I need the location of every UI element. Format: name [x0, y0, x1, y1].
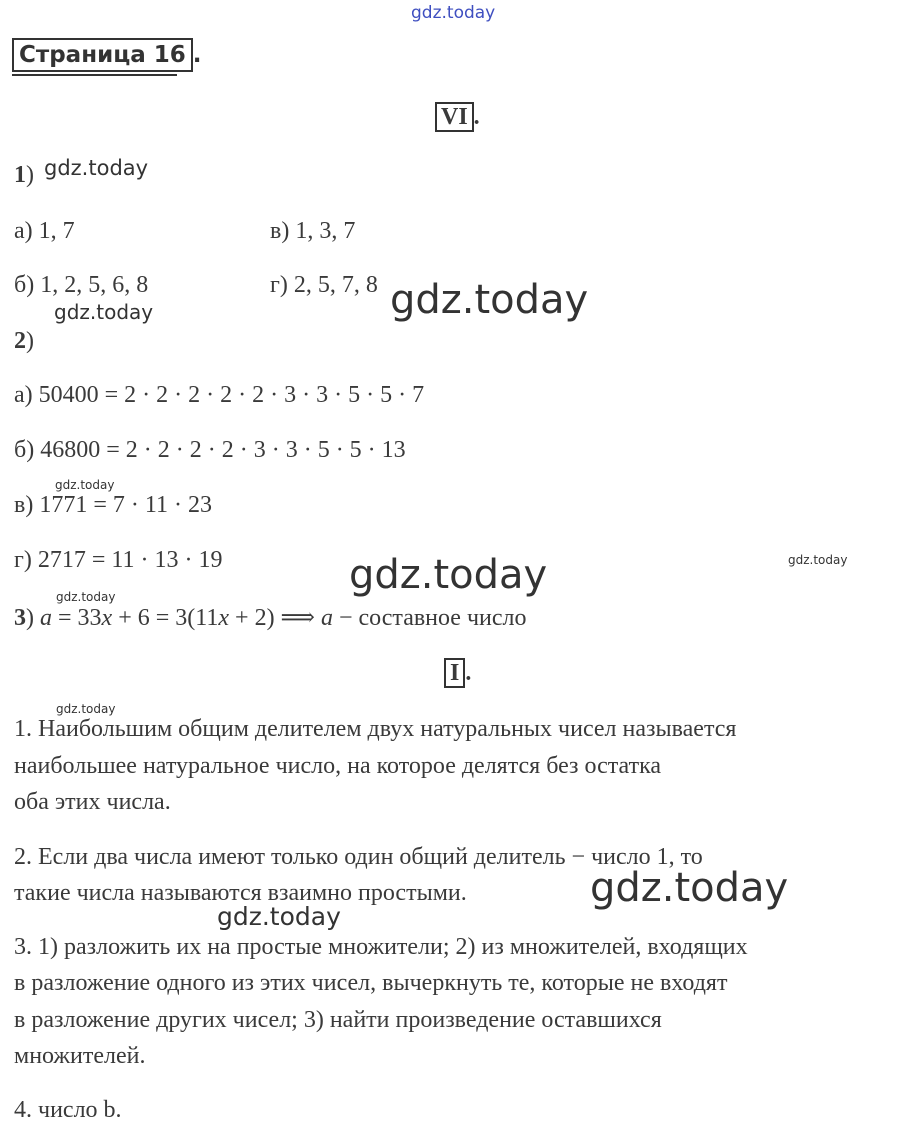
- watermark-theory-mid: gdz.today: [217, 902, 341, 931]
- task1-g: г) 2, 5, 7, 8: [270, 272, 378, 298]
- page-title-box: Страница 16: [12, 38, 193, 72]
- theory-p2-line2: такие числа называются взаимно простыми.: [14, 880, 467, 906]
- title-underline: [12, 74, 177, 76]
- page-title: [12, 38, 202, 74]
- watermark-task1-large: gdz.today: [390, 277, 589, 323]
- watermark-small-3: gdz.today: [56, 590, 116, 604]
- task3-var-a2: a: [320, 605, 333, 631]
- watermark-theory-large: gdz.today: [590, 865, 789, 911]
- watermark-task1b: gdz.today: [54, 300, 154, 324]
- theory-p3-line3: в разложение других чисел; 3) найти произведение оставшихся: [14, 1007, 662, 1033]
- watermark-small-theory: gdz.today: [56, 702, 116, 716]
- task1-a: а) 1, 7: [14, 218, 75, 244]
- section-i-heading: [444, 660, 471, 687]
- watermark-small-right: gdz.today: [788, 553, 848, 567]
- section-vi-dot: .: [473, 104, 480, 130]
- theory-p1-line1: 1. Наибольшим общим делителем двух натуральных чисел называется: [14, 716, 737, 742]
- task2-v: в) 1771 = 7 · 11 · 23: [14, 492, 212, 518]
- task3-num: 3: [14, 605, 26, 631]
- task3-var-x2: x: [218, 605, 230, 631]
- task1-v: в) 1, 3, 7: [270, 218, 356, 244]
- theory-p3-line4: множителей.: [14, 1043, 146, 1069]
- task2-num: 2: [14, 328, 26, 354]
- theory-p1-line3: оба этих числа.: [14, 789, 171, 815]
- theory-p3-line2: в разложение одного из этих чисел, вычеркнуть те, которые не входят: [14, 970, 728, 996]
- task2-b: б) 46800 = 2 · 2 · 2 · 2 · 3 · 3 · 5 · 5 · 13: [14, 437, 406, 463]
- task2-number: 2): [14, 328, 34, 354]
- task3-var-a: a: [40, 605, 52, 631]
- task1-number: 1): [14, 162, 34, 188]
- task2-g: г) 2717 = 11 · 13 · 19: [14, 547, 223, 573]
- section-vi-heading: [435, 104, 480, 131]
- page-title-dot: .: [192, 42, 202, 68]
- section-i-dot: .: [465, 660, 472, 686]
- watermark-middle-large: gdz.today: [349, 552, 548, 598]
- watermark-top: gdz.today: [411, 3, 496, 23]
- task3-line: 3) a = 33x + 6 = 3(11x + 2) ⟹ a − составное число: [14, 605, 527, 631]
- theory-p3-line1: 3. 1) разложить их на простые множители; 2) из множителей, входящих: [14, 934, 748, 960]
- task1-b: б) 1, 2, 5, 6, 8: [14, 272, 149, 298]
- section-vi-box: VI: [435, 102, 474, 132]
- task3-var-x: x: [101, 605, 113, 631]
- theory-p4: 4. число b.: [14, 1097, 122, 1123]
- task2-a: а) 50400 = 2 · 2 · 2 · 2 · 2 · 3 · 3 · 5 · 5 · 7: [14, 382, 425, 408]
- task1-num: 1: [14, 162, 26, 188]
- watermark-task1: gdz.today: [44, 156, 149, 180]
- section-i-box: I: [444, 658, 465, 688]
- watermark-small-v: gdz.today: [55, 478, 115, 492]
- theory-p1-line2: наибольшее натуральное число, на которое делятся без остатка: [14, 753, 662, 779]
- theory-p2-line1: 2. Если два числа имеют только один общий делитель − число 1, то: [14, 844, 703, 870]
